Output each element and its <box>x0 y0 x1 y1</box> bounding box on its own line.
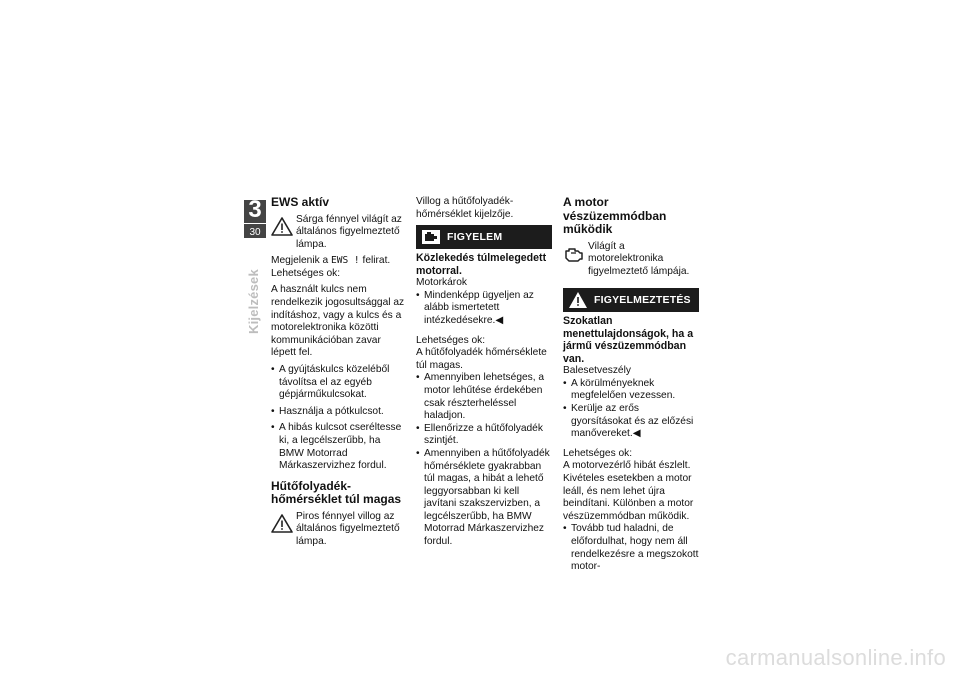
warning-triangle-icon <box>271 216 293 238</box>
ews-bullet-list <box>271 364 406 473</box>
ews-code: EWS ! <box>331 255 360 267</box>
list-item: • Használja a pótkulcsot. <box>271 406 406 419</box>
heading-ews-active: EWS aktív <box>271 195 330 209</box>
engine-lamp-text: Világít a motorelektronika figyelmeztető lámpája. <box>588 240 690 277</box>
ews-shown-suffix: felirat. <box>362 255 391 267</box>
list-item: • A körülményeknek megfelelően vezessen. <box>563 378 699 403</box>
warning-label: FIGYELMEZTETÉS <box>594 293 691 306</box>
ews-lamp-text: Sárga fénnyel világít az általános figyelmeztető lámpa. <box>296 213 402 250</box>
chapter-tab-divider <box>244 223 266 224</box>
coolant-bullet-list <box>416 372 552 548</box>
side-label-text: Kijelzések <box>246 269 261 334</box>
caution-bar <box>416 225 552 249</box>
heading-coolant-temp: Hűtőfolyadék-hőmérséklet túl magas <box>271 478 402 507</box>
watermark: carmanualsonline.info <box>725 645 946 670</box>
warning-triangle-icon <box>568 291 588 309</box>
possible-cause-label: Lehetséges ok: <box>563 447 633 459</box>
chapter-number: 3 <box>248 196 262 223</box>
column-1 <box>271 196 406 553</box>
list-item: • Amennyiben lehetséges, a motor lehűtése érdekében csak részterheléssel haladjon. <box>416 372 552 422</box>
ews-lamp-row <box>271 214 406 252</box>
caution-label: FIGYELEM <box>447 230 503 243</box>
list-item: • Mindenképp ügyeljen az alább ismertetett intézkedésekre.◀ <box>416 290 552 328</box>
column-2 <box>416 196 552 549</box>
warning-subtitle: Balesetveszély <box>563 365 631 377</box>
heading-limp-mode: A motor vészüzemmódban működik <box>563 195 667 236</box>
ews-cause-paragraph: A használt kulcs nem rendelkezik jogosultsággal az indításhoz, vagy a kulcs és a motorelektronika közötti kommunikációban zavar lépett fel. <box>271 284 405 359</box>
coolant-lamp-text: Piros fénnyel villog az általános figyelmeztető lámpa. <box>296 510 400 547</box>
possible-cause-label: Lehetséges ok: <box>271 267 341 279</box>
ews-shown-prefix: Megjelenik a <box>271 255 329 267</box>
page-number: 30 <box>249 227 261 238</box>
coolant-lamp-row <box>271 511 406 549</box>
caution-bullet-list <box>416 290 552 328</box>
engine-lamp-row <box>563 241 699 279</box>
coolant-intro: Villog a hűtőfolyadék-hőmérséklet kijelzője. <box>416 196 514 220</box>
engine-check-icon <box>563 243 585 265</box>
limp-mode-bullet-list <box>563 523 699 573</box>
caution-title: Közlekedés túlmelegedett motorral. <box>416 252 547 277</box>
list-item: • Ellenőrizze a hűtőfolyadék szintjét. <box>416 423 552 448</box>
list-item: • A gyújtáskulcs közeléből távolítsa el az egyéb gépjárműkulcsokat. <box>271 364 406 402</box>
warning-bar <box>563 288 699 312</box>
coolant-cause-paragraph: A hűtőfolyadék hőmérséklete túl magas. <box>416 347 547 371</box>
limp-mode-paragraph: A motorvezérlő hibát észlelt. Kivételes esetekben a motor leáll, és nem lehet újra beindítani. Különben a motor vészüzemmódban működik. <box>563 460 694 522</box>
list-item: • Tovább tud haladni, de előfordulhat, hogy nem áll rendelkezésre a megszokott motor- <box>563 523 699 573</box>
side-label <box>246 269 266 354</box>
ews-shown-line <box>271 255 406 268</box>
warning-bullet-list <box>563 378 699 441</box>
column-3 <box>563 196 699 574</box>
list-item: • Kerülje az erős gyorsításokat és az előzési manővereket.◀ <box>563 403 699 441</box>
list-item: • A hibás kulcsot cseréltesse ki, a legcélszerűbb, ha BMW Motorrad Márkaszervizhez fordul. <box>271 422 406 472</box>
caution-subtitle: Motorkárok <box>416 277 467 289</box>
engine-caution-icon <box>421 228 441 246</box>
warning-title: Szokatlan menettulajdonságok, ha a jármű vészüzemmódban van. <box>563 315 694 365</box>
list-item: • Amennyiben a hűtőfolyadék hőmérséklete gyakrabban túl magas, a hibát a lehető leggyorsabban ki kell javítani szakszervizben, a legcélszerűbb, ha BMW Motorrad Márkaszervizhez fordul. <box>416 448 552 549</box>
possible-cause-label: Lehetséges ok: <box>416 334 486 346</box>
warning-triangle-icon <box>271 513 293 535</box>
